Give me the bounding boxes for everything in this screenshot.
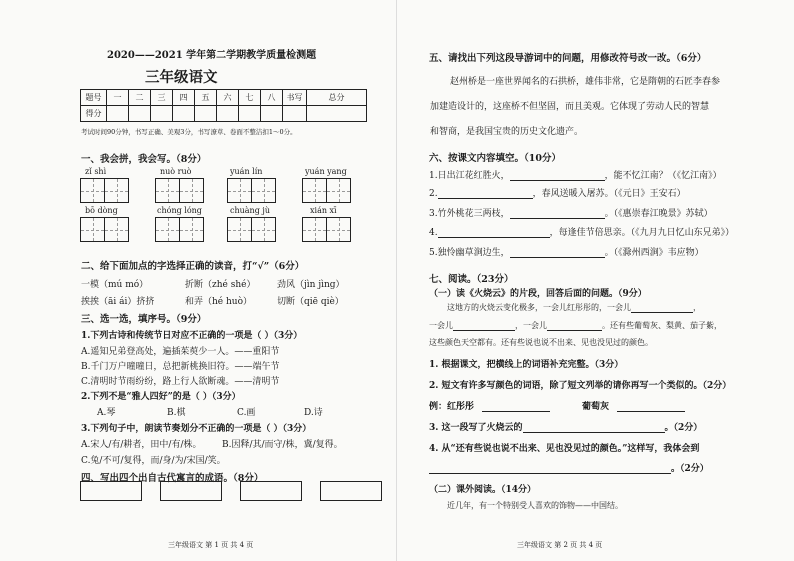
- choice-option[interactable]: A.琴: [97, 408, 116, 418]
- fill-blank[interactable]: [631, 303, 693, 313]
- score-cell[interactable]: [173, 106, 195, 122]
- table-cell: 书写: [283, 90, 307, 106]
- pinyin-label: nuò ruò: [160, 167, 192, 176]
- score-cell[interactable]: [283, 106, 307, 122]
- fill-blank-number: 4.: [429, 228, 438, 238]
- section-1-heading: 一、我会拼，我会写。（8分）: [81, 154, 207, 165]
- subsection-heading: （二）课外阅读。（14分）: [429, 485, 537, 495]
- score-table-score-row: [81, 106, 367, 122]
- choice-option[interactable]: B.千门万户曈曈日，总把新桃换旧符。——端午节: [81, 362, 280, 372]
- passage-text: 。还有些葡萄灰、梨黄、茄子紫，: [602, 321, 722, 330]
- writing-grid[interactable]: [302, 217, 350, 242]
- table-cell: 六: [217, 90, 239, 106]
- table-cell: 二: [129, 90, 151, 106]
- reading-option[interactable]: 和弄（hé huò）: [185, 297, 252, 307]
- fill-text: ，每逢佳节倍思亲。（《九月九日忆山东兄弟》）: [549, 228, 735, 238]
- reading-option[interactable]: 挨挨（āi ái）挤挤: [81, 297, 155, 307]
- passage-line: [429, 320, 722, 331]
- fill-text: 5.独怜幽草涧边生，: [429, 248, 510, 258]
- fill-blank[interactable]: [510, 209, 605, 219]
- choice-option[interactable]: A.遥知兄弟登高处，遍插茱萸少一人。——重阳节: [81, 347, 280, 357]
- idiom-answer-box[interactable]: [80, 481, 142, 501]
- score-cell[interactable]: [195, 106, 217, 122]
- fill-blank[interactable]: [438, 228, 550, 238]
- fill-blank[interactable]: [547, 321, 602, 331]
- table-cell: 总分: [307, 90, 367, 106]
- question-text: 。（2分）: [671, 464, 709, 474]
- question: [429, 420, 702, 433]
- question: 1. 根据课文，把横线上的词语补充完整。（3分）: [429, 360, 624, 370]
- section-4-heading: 四、写出四个出自古代寓言的成语。（8分）: [81, 473, 264, 484]
- fill-line: [429, 186, 686, 199]
- fill-line: [429, 245, 704, 258]
- table-cell: 七: [239, 90, 261, 106]
- reading-option[interactable]: 折断（zhé shé）: [185, 280, 256, 290]
- score-cell[interactable]: [129, 106, 151, 122]
- table-cell: 一: [107, 90, 129, 106]
- question: 2.下列不是“雅人四好”的是（ ）（3分）: [81, 392, 241, 402]
- table-cell: 三: [151, 90, 173, 106]
- fill-text: 。（《惠崇春江晚景》苏轼）: [604, 209, 713, 219]
- passage-line: 和智商，是我国宝贵的历史文化遗产。: [430, 127, 584, 137]
- score-cell[interactable]: [107, 106, 129, 122]
- table-cell: 四: [173, 90, 195, 106]
- idiom-answer-box[interactable]: [160, 481, 222, 501]
- subsection-heading: （一）读《火烧云》的片段，回答后面的问题。（9分）: [429, 289, 647, 299]
- fill-blank[interactable]: [510, 171, 605, 181]
- passage-text: 一会儿: [429, 321, 453, 330]
- reading-option[interactable]: 劲风（jìn jìng）: [277, 280, 345, 290]
- score-cell[interactable]: [307, 106, 367, 122]
- fill-blank[interactable]: [523, 423, 665, 433]
- score-table-header-row: [81, 90, 367, 106]
- instructions: 考试时间90分钟，书写正确、美观3分，书写潦草、卷面不整洁扣1～0分。: [81, 128, 297, 136]
- pinyin-label: zǐ shì: [85, 167, 107, 176]
- question-text: 。（2分）: [664, 423, 703, 433]
- question: 2. 短文有许多写颜色的词语，除了短文列举的请你再写一个类似的。（2分）: [429, 381, 732, 391]
- writing-grid[interactable]: [302, 178, 350, 203]
- choice-option[interactable]: B.棋: [167, 408, 186, 418]
- question: 1.下列古诗和传统节日对应不正确的一项是（ ）（3分）: [81, 331, 303, 341]
- passage-text: ，一会儿: [515, 321, 547, 330]
- score-cell[interactable]: [239, 106, 261, 122]
- choice-option[interactable]: C.清明时节雨纷纷，路上行人欲断魂。——清明节: [81, 377, 280, 387]
- table-cell: 五: [195, 90, 217, 106]
- choice-option[interactable]: C.画: [237, 408, 256, 418]
- idiom-answer-box[interactable]: [320, 481, 382, 501]
- table-cell: 题号: [81, 90, 107, 106]
- reading-option[interactable]: 一模（mú mó）: [81, 280, 149, 290]
- section-6-heading: 六、按课文内容填空。（10分）: [429, 153, 561, 164]
- choice-option[interactable]: C.兔/不可/复得，而/身/为/宋国/笑。: [81, 456, 226, 466]
- writing-grid[interactable]: [155, 178, 203, 203]
- section-3-heading: 三、选一选，填序号。（9分）: [81, 314, 207, 325]
- score-table: [80, 89, 367, 122]
- reading-option[interactable]: 切断（qiē qiè）: [277, 297, 344, 307]
- table-cell: 得分: [81, 106, 107, 122]
- passage-line: 这些颜色天空都有。还有些说也说不出来、见也没见过的颜色。: [429, 338, 653, 347]
- fill-blank[interactable]: [617, 402, 685, 412]
- fill-text: 。（《滁州西涧》韦应物）: [604, 248, 704, 258]
- subject-title: 三年级语文: [145, 69, 218, 86]
- pinyin-label: chóng lóng: [157, 206, 202, 215]
- example-line: [429, 399, 550, 412]
- writing-grid[interactable]: [227, 178, 275, 203]
- choice-option[interactable]: B.因释/其/而守/株，冀/复得。: [222, 440, 343, 450]
- pinyin-label: chuàng jù: [230, 206, 271, 215]
- choice-option[interactable]: D.诗: [304, 408, 323, 418]
- score-cell[interactable]: [261, 106, 283, 122]
- idiom-answer-box[interactable]: [240, 481, 302, 501]
- fill-text: 3.竹外桃花三两枝，: [429, 209, 510, 219]
- page-footer: 三年级语文 第 1 页 共 4 页: [168, 541, 254, 549]
- fill-text: ，春风送暖入屠苏。（《元日》王安石）: [532, 189, 686, 199]
- exam-title: 2020——2021 学年第二学期教学质量检测题: [107, 50, 317, 61]
- fill-blank[interactable]: [510, 248, 605, 258]
- fill-line: [429, 168, 722, 181]
- pinyin-label: bō dòng: [85, 206, 118, 215]
- page-footer: 三年级语文 第 2 页 共 4 页: [517, 541, 603, 549]
- pinyin-label: yuán yang: [305, 167, 347, 176]
- fill-blank[interactable]: [453, 321, 515, 331]
- fill-line: [429, 206, 713, 219]
- pinyin-label: yuán lín: [230, 167, 263, 176]
- section-2-heading: 二、给下面加点的字选择正确的读音，打“√”（6分）: [81, 261, 305, 272]
- fill-text: 1.日出江花红胜火，: [429, 171, 510, 181]
- table-cell: 八: [261, 90, 283, 106]
- example-text: 葡萄灰: [582, 402, 610, 412]
- writing-grid[interactable]: [80, 217, 128, 242]
- score-cell[interactable]: [217, 106, 239, 122]
- passage-line: 加建造设计的，这座桥不但坚固，而且美观。它体现了劳动人民的智慧: [430, 102, 710, 112]
- question: [429, 461, 709, 474]
- writing-grid[interactable]: [227, 217, 275, 242]
- score-cell[interactable]: [151, 106, 173, 122]
- section-5-heading: 五、请找出下列这段导游词中的问题，用修改符号改一改。（6分）: [429, 53, 707, 64]
- passage-line: 近几年，有一个特别受人喜欢的饰物——中国结。: [447, 501, 623, 510]
- choice-option[interactable]: A.宋人/有/耕者，田中/有/株。: [81, 440, 202, 450]
- writing-grid[interactable]: [155, 217, 203, 242]
- fill-blank-number: 2.: [429, 189, 438, 199]
- fill-blank[interactable]: [429, 464, 671, 474]
- question: 3.下列句子中，朗读节奏划分不正确的一项是（ ）（3分）: [81, 424, 312, 434]
- passage-line: 这地方的火烧云变化极多，一会儿红彤彤的，一会儿 ，: [447, 303, 701, 312]
- fill-blank[interactable]: [438, 189, 533, 199]
- passage-text: 这地方的火烧云变化极多，一会儿红彤彤的，一会儿: [447, 303, 631, 312]
- page-two: [397, 0, 794, 561]
- question: 4. 从“还有些说也说不出来、见也没见过的颜色。”这样写，我体会到: [429, 444, 700, 454]
- writing-grid[interactable]: [80, 178, 128, 203]
- passage-line: 赵州桥是一座世界闻名的石拱桥，雄伟非常，它是隋朝的石匠李春参: [450, 77, 721, 87]
- example-text: 例：红彤彤: [429, 402, 475, 412]
- section-7-heading: 七、阅读。（23分）: [429, 274, 514, 285]
- fill-line: [429, 225, 734, 238]
- question-text: 3. 这一段写了火烧云的: [429, 423, 523, 433]
- fill-text: ，能不忆江南？（《忆江南》）: [604, 171, 722, 181]
- fill-blank[interactable]: [482, 402, 550, 412]
- pinyin-label: xián xī: [310, 206, 337, 215]
- example-line: [582, 399, 685, 412]
